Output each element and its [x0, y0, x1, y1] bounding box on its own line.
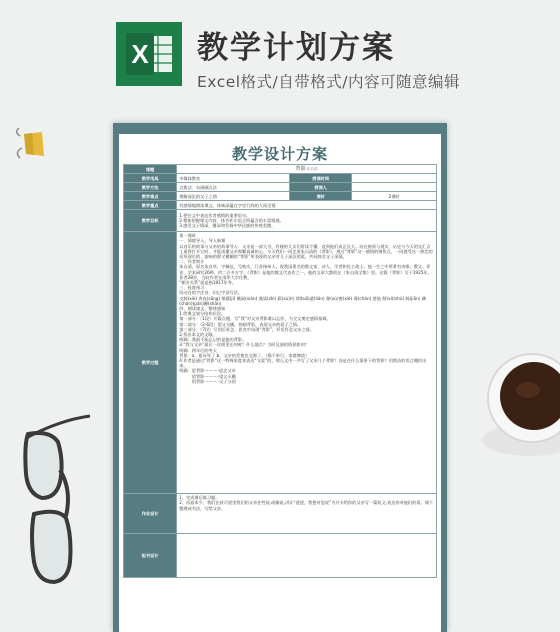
- glasses-icon: [20, 414, 100, 614]
- page-title: 教学计划方案: [197, 30, 395, 66]
- goal-line: 3.感受父子情深，继承和发扬中华民族的传统美德。: [179, 223, 276, 229]
- time-label: 授课时间: [289, 174, 352, 183]
- process-line: 别背影···········父子分别: [179, 378, 236, 384]
- method-label: 教学用具: [124, 174, 177, 183]
- process-line: 二、作者简介: [179, 259, 205, 265]
- process-line: 朱自清，原名朱自华，字佩弦，号秋实，江苏扬州人，现我国著名的散文家、诗人、学者和民主战士。他一生之中所著有诗歌、散文、评论、学术研究26种，约二百多万字。《背影》是他的散文代表作之一，他的文章大都收在《朱自清全集》里。这篇《背影》写于1925年，作者28岁，当时作者在清华大学任教。: [179, 264, 432, 280]
- document-title: 教学设计方案: [231, 145, 328, 163]
- process-line: 望背影···········望父买橘: [179, 373, 236, 379]
- teacher-value[interactable]: [352, 183, 437, 192]
- homework-cell[interactable]: [177, 494, 437, 534]
- process-line: “朝夕关系”就是指1917年冬。: [179, 280, 237, 286]
- topic-cell[interactable]: [177, 165, 437, 174]
- homework-line: 2、再看本少，我们在获可望里我们的父亲任性徒,或解说,讲让“爸爸，我想对您说”为开头给你的父亲写一篇短文,表达你对他们的爱。课下整理成书法，写给父亲。: [179, 500, 434, 511]
- process-line: 以音乐的故事与父亲的故事导入：父亲是一部大书，有秘的儿女们常读不懂，直到他们成正长大。站在窗原与现实、历史与今天的交汇点上重将打开它时，才能读懂父亲那颗真诚的心。今天我们一同走进朱自清的《背影》，透过“背影”这一感情的聚焦点，一同感受这一热恋的亮风现长的、流响的那又模糊的“背影”所表现的父亲对儿子深沉的爱，共同体会父子深情。: [179, 243, 433, 260]
- process-line: 2.找出本文的文眼。: [179, 332, 217, 338]
- excel-logo-icon: [116, 22, 182, 86]
- process-line: 四、朗读课文，整体感知: [179, 306, 226, 312]
- goal-cell[interactable]: [177, 210, 437, 232]
- hours-value[interactable]: 2课时: [352, 192, 437, 201]
- table-row: [124, 210, 437, 232]
- difficulty-label: 教学难点: [124, 192, 177, 201]
- board-value[interactable]: [177, 534, 437, 578]
- coffee-cup-icon: [470, 350, 560, 460]
- process-line: 明确：两年后的冬天: [179, 347, 217, 353]
- process-line: 1.给课文划分结构层次。: [179, 311, 226, 317]
- table-row: [124, 534, 437, 578]
- topic-author: ·朱自清: [305, 167, 318, 171]
- topic-label: 课题: [124, 165, 177, 174]
- process-line: 结动自的字注音，识记字词写法。: [179, 290, 243, 296]
- teacher-label: 授课人: [289, 183, 352, 192]
- table-row: [124, 183, 437, 192]
- table-row: [124, 232, 437, 494]
- focus-label: 教学重点: [124, 201, 177, 210]
- time-value[interactable]: [352, 174, 437, 183]
- table-row: [124, 192, 437, 201]
- table-row: [124, 165, 437, 174]
- hours-label: 课时: [289, 192, 352, 201]
- process-cell[interactable]: [177, 232, 437, 494]
- logo-letter: X: [131, 39, 149, 69]
- process-line: 第一部分：（1段）开篇点题，写“我”对父亲背影难以忘怀，为全文奠定感情基调。: [179, 316, 331, 322]
- board-label: 板书设计: [124, 534, 177, 578]
- plan-table: [123, 164, 437, 578]
- document-sheet: [113, 123, 447, 632]
- process-line: 交卸(xiè) 奔丧(sāng) 狼藉(jí) 赋闲(xián) 典质(zhì) 簌(sù)何 琐(tuǒ)遣(lián) 颓(xù)唐(xiè) 蓦(chán) 要他 颓(xí)(shǔ) 踌(jiān) 蹒(chán)(pán)跚(shān): [179, 295, 426, 306]
- process-label: 教学过程: [124, 232, 177, 494]
- homework-label: 作业设计: [124, 494, 177, 534]
- focus-value[interactable]: 有感情地朗读课文，体味深蕴在字里行间的人间至情: [177, 201, 437, 210]
- goal-label: 教学目标: [124, 210, 177, 232]
- process-line: 明确：我最不能忘记的是他的背影。: [179, 337, 247, 343]
- process-line: 明确：思背影···········思念父亲: [179, 368, 236, 374]
- difficulty-value[interactable]: 理解深沉的父子之情: [177, 192, 290, 201]
- table-row: [124, 494, 437, 534]
- approach-value[interactable]: 点拨法、勾画圈点法: [177, 183, 290, 192]
- process-line: 第二部分：（2-6段）望父买橘，刻画背影，表现父亲的爱子之情。: [179, 321, 302, 327]
- approach-label: 教学方法: [124, 183, 177, 192]
- topic-value: 背影: [295, 166, 306, 172]
- page-subtitle: Excel格式/自带格式/内容可随意编辑: [197, 73, 461, 91]
- homework-line: 1、完成课后练习题。: [179, 495, 220, 501]
- document-paper: [119, 134, 441, 632]
- process-line: 第三部分：（7段）写别后景念，思兆中再现“背影”，抒发怀念父亲之情。: [179, 326, 314, 332]
- binder-clip-icon: [16, 128, 52, 162]
- table-row: [124, 201, 437, 210]
- goal-line: 1.把往文中表达作者感情的重要语句。: [179, 212, 251, 218]
- goal-line: 2.整体把握课文内容，体会朴实语言所蕴含的丰富情感。: [179, 218, 284, 224]
- process-line: 背景：a、祖母死了 b、父亲的差使也交卸了。（祸不单行，家境惨淡）: [179, 352, 310, 358]
- process-line: 三、检查预习: [179, 285, 205, 291]
- process-line: 第一课时: [179, 233, 196, 239]
- method-value[interactable]: 多媒体教室: [177, 174, 290, 183]
- table-row: [124, 174, 437, 183]
- process-line: 一、情境导入，导入新课: [179, 238, 226, 244]
- process-line: 4.作者是通过“背影”这一特殊角度来表达“父爱”的，那么文中一共写了父亲几个背影？各是在什么情景下的背影？用简洁的语言概括出来。: [179, 358, 427, 369]
- process-line: 3.“我与父亲”最后一次相见在何时？什么地点？当时及面的情景如何？: [179, 342, 309, 348]
